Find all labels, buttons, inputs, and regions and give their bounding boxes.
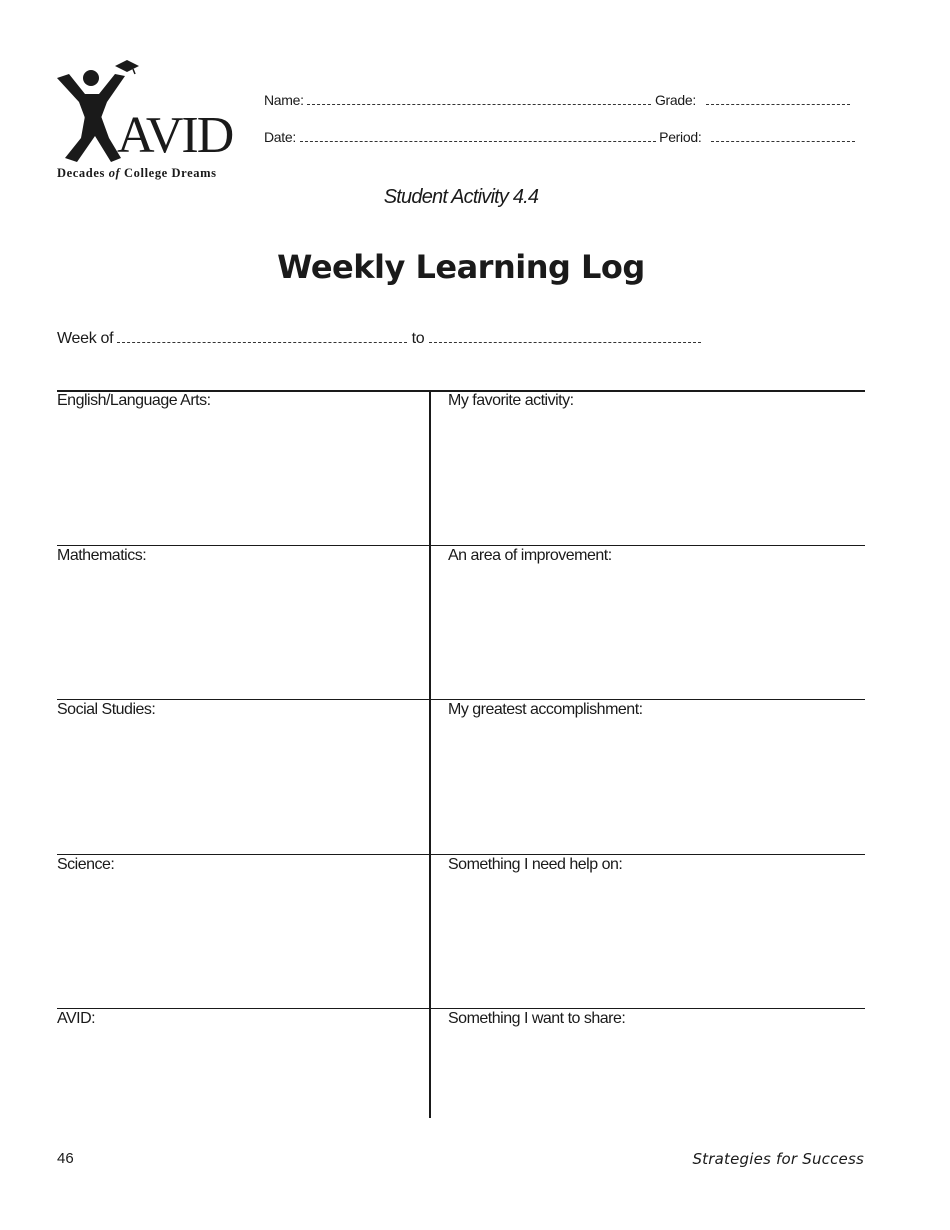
grade-field[interactable] <box>706 92 850 105</box>
date-field[interactable] <box>300 129 656 142</box>
period-field[interactable] <box>711 129 855 142</box>
logo-tagline: Decades of College Dreams <box>57 166 217 180</box>
grade-label: Grade: <box>654 92 696 108</box>
date-period-row <box>264 129 855 145</box>
label-greatest-accomplishment: My greatest accomplishment: <box>448 701 643 718</box>
label-area-of-improvement: An area of improvement: <box>448 547 612 564</box>
week-start-field[interactable] <box>117 330 407 343</box>
date-label: Date: <box>264 129 296 145</box>
learning-log-grid <box>57 390 865 1118</box>
grid-row-divider <box>57 699 865 700</box>
activity-label: Student Activity 4.4 <box>383 186 539 208</box>
page-number: 46 <box>57 1150 74 1167</box>
label-mathematics: Mathematics: <box>57 547 147 564</box>
name-label: Name: <box>264 92 304 108</box>
grid-column-divider <box>429 390 431 1118</box>
label-social-studies: Social Studies: <box>57 701 156 718</box>
week-to-label: to <box>411 330 425 347</box>
label-want-to-share: Something I want to share: <box>448 1010 626 1027</box>
week-row <box>57 330 701 348</box>
grid-row-divider <box>57 854 865 855</box>
period-label: Period: <box>659 129 702 145</box>
label-avid: AVID: <box>57 1010 96 1027</box>
avid-logo <box>55 58 251 184</box>
name-field[interactable] <box>307 92 651 105</box>
label-need-help-on: Something I need help on: <box>448 856 623 873</box>
grid-row-divider <box>57 1008 865 1009</box>
week-end-field[interactable] <box>429 330 701 343</box>
grid-row-divider <box>57 545 865 546</box>
graduation-cap-icon <box>113 58 143 76</box>
name-grade-row <box>264 92 850 108</box>
logo-wordmark: AVID <box>117 107 233 164</box>
label-english: English/Language Arts: <box>57 392 211 409</box>
label-science: Science: <box>57 856 115 873</box>
week-of-label: Week of <box>57 330 114 347</box>
page-title: Weekly Learning Log <box>277 248 645 286</box>
label-favorite-activity: My favorite activity: <box>448 392 574 409</box>
footer-book-title: Strategies for Success <box>692 1150 864 1168</box>
